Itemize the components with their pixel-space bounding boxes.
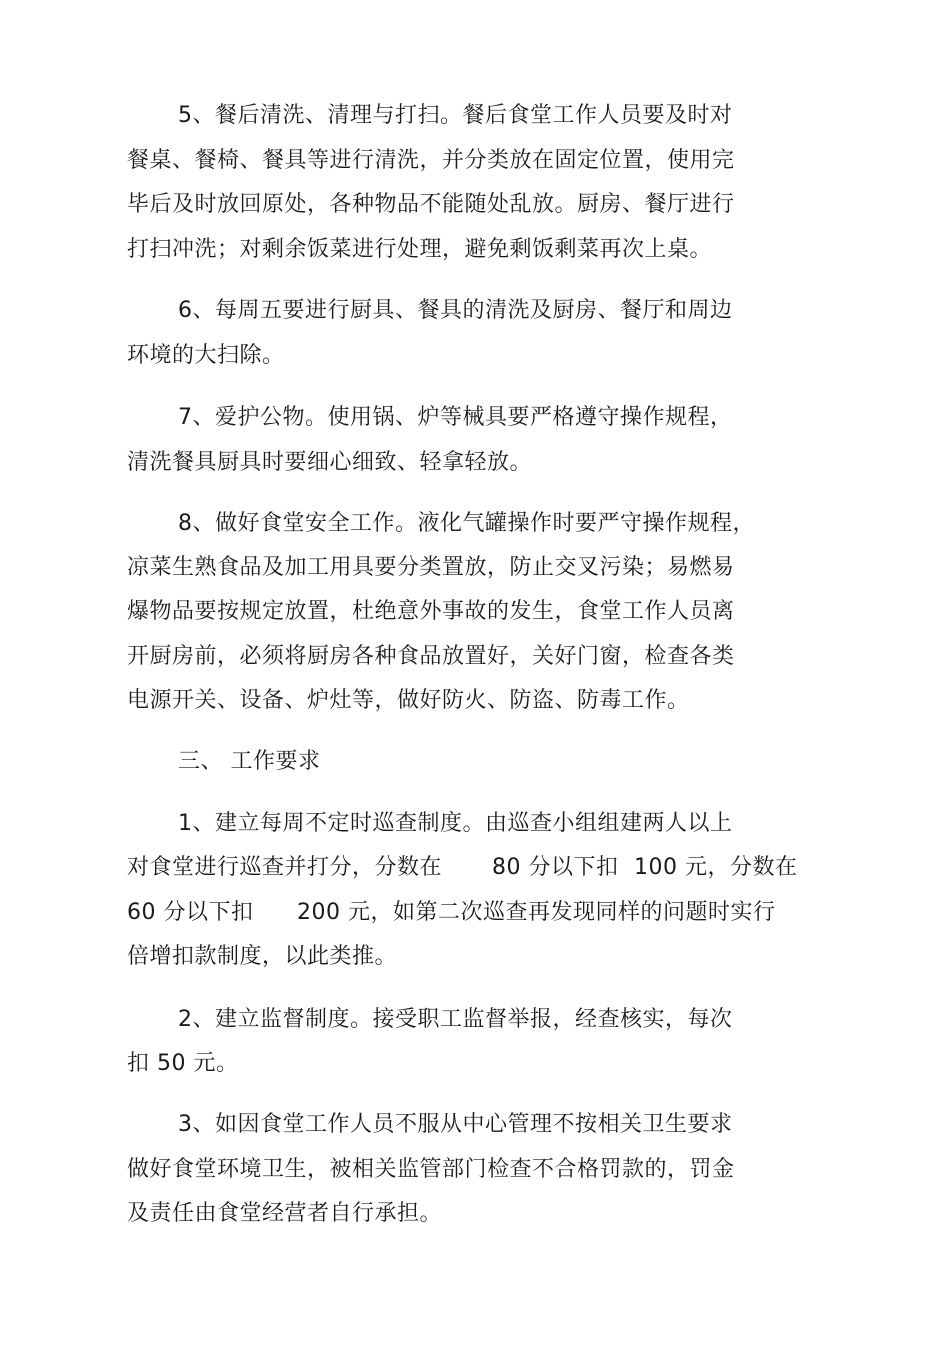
text-segment: 100 元，分数在 bbox=[634, 855, 798, 880]
text-segment: 60 分以下扣 bbox=[127, 900, 254, 925]
paragraph-line: 凉菜生熟食品及加工用具要分类置放，防止交叉污染；易燃易 bbox=[127, 555, 735, 580]
paragraph-line: 清洗餐具厨具时要细心细致、轻拿轻放。 bbox=[127, 450, 533, 475]
text-segment: 对食堂进行巡查并打分，分数在 bbox=[127, 855, 443, 880]
paragraph-line: 电源开关、设备、炉灶等，做好防火、防盗、防毒工作。 bbox=[127, 688, 690, 713]
paragraph-line bbox=[127, 853, 807, 883]
paragraph-line: 做好食堂环境卫生，被相关监管部门检查不合格罚款的，罚金 bbox=[127, 1157, 735, 1182]
paragraph-line: 餐桌、餐椅、餐具等进行清洗，并分类放在固定位置，使用完 bbox=[127, 148, 735, 173]
paragraph-line: 扣 50 元。 bbox=[127, 1051, 239, 1076]
paragraph-line: 7、爱护公物。使用锅、炉等械具要严格遵守操作规程， bbox=[178, 405, 733, 430]
paragraph-line: 1、建立每周不定时巡查制度。由巡查小组组建两人以上 bbox=[178, 811, 733, 836]
text-segment: 80 分以下扣 bbox=[492, 855, 619, 880]
paragraph-line: 环境的大扫除。 bbox=[127, 343, 285, 368]
paragraph-line: 6、每周五要进行厨具、餐具的清洗及厨房、餐厅和周边 bbox=[178, 298, 733, 323]
section-heading: 三、 工作要求 bbox=[178, 749, 321, 774]
text-segment: 200 元，如第二次巡查再发现同样的问题时实行 bbox=[297, 900, 776, 925]
paragraph-line: 2、建立监督制度。接受职工监督举报，经查核实，每次 bbox=[178, 1007, 733, 1032]
paragraph-line: 开厨房前，必须将厨房各种食品放置好，关好门窗，检查各类 bbox=[127, 644, 735, 669]
paragraph-line: 5、餐后清洗、清理与打扫。餐后食堂工作人员要及时对 bbox=[178, 103, 733, 128]
paragraph-line: 及责任由食堂经营者自行承担。 bbox=[127, 1201, 443, 1226]
paragraph-line: 倍增扣款制度，以此类推。 bbox=[127, 944, 398, 969]
paragraph-line: 8、做好食堂安全工作。液化气罐操作时要严守操作规程， bbox=[178, 511, 755, 536]
paragraph-line: 3、如因食堂工作人员不服从中心管理不按相关卫生要求 bbox=[178, 1112, 733, 1137]
paragraph-line: 毕后及时放回原处，各种物品不能随处乱放。厨房、餐厅进行 bbox=[127, 192, 735, 217]
paragraph-line: 打扫冲洗；对剩余饭菜进行处理，避免剩饭剩菜再次上桌。 bbox=[127, 237, 713, 262]
paragraph-line: 爆物品要按规定放置，杜绝意外事故的发生，食堂工作人员离 bbox=[127, 599, 735, 624]
paragraph-line bbox=[127, 898, 807, 928]
